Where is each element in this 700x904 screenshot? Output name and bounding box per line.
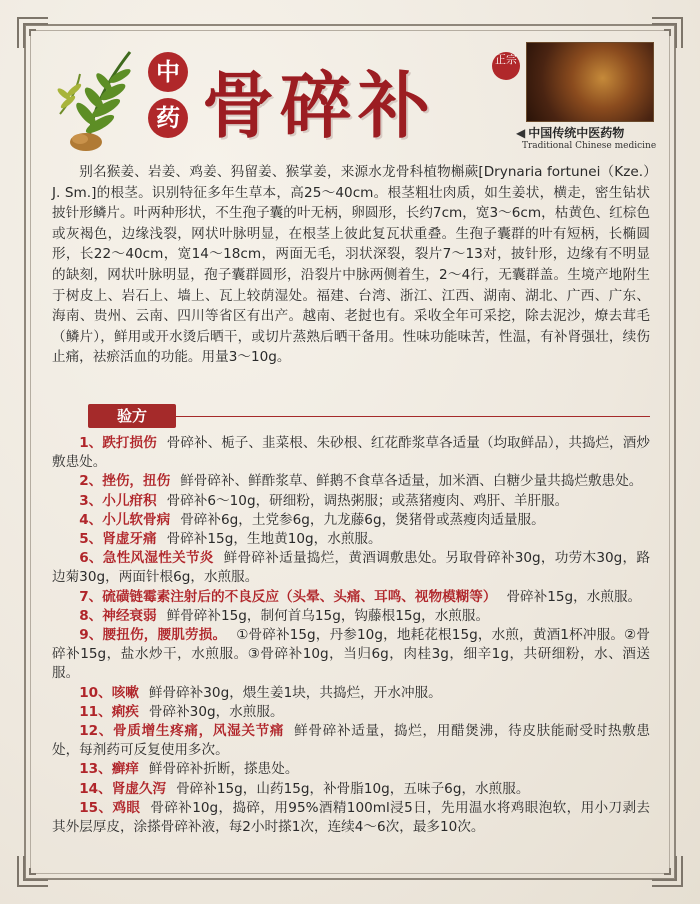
fern-illustration xyxy=(50,44,150,154)
prescription-item: 15、鸡眼 骨碎补10g，捣碎，用95%酒精100ml浸5日，先用温水将鸡眼泡软，用小刀剥去其外层厚皮，涂搽骨碎补液，每2小时搽1次，连续4～6次，最多10次。 xyxy=(52,799,651,836)
prescription-item: 3、小儿疳积 骨碎补6～10g，研细粉，调热粥服；或蒸猪瘦肉、鸡肝、羊肝服。 xyxy=(79,492,569,509)
page-title: 骨碎补 xyxy=(202,63,437,148)
prescription-item: 4、小儿软骨病 骨碎补6g，土党参6g，九龙藤6g，煲猪骨或蒸瘦肉适量服。 xyxy=(79,511,545,528)
prescription-item: 1、跌打损伤 骨碎补、栀子、韭菜根、朱砂根、红花酢浆草各适量（均取鲜品），共捣烂，酒炒敷患处。 xyxy=(52,435,650,471)
prescription-item: 6、急性风湿性关节炎 鲜骨碎补适量捣烂，黄酒调敷患处。另取骨碎补30g，功劳木30g，路边菊30g，两面针根6g，水煎服。 xyxy=(52,550,651,586)
prescription-item: 13、癣痒 鲜骨碎补折断，搽患处。 xyxy=(79,761,299,778)
photo-caption-cn: ◀ 中国传统中医药物 xyxy=(516,124,666,141)
prescription-item: 11、痢疾 骨碎补30g，水煎服。 xyxy=(79,703,284,720)
herb-photo xyxy=(526,42,654,122)
stamp-badge: 正宗 xyxy=(492,52,520,80)
seal-zhong: 中 xyxy=(148,52,188,92)
photo-caption xyxy=(516,124,666,151)
prescription-item: 7、硫磺链霉素注射后的不良反应（头晕、头痛、耳鸣、视物模糊等） 骨碎补15g，水煎服。 xyxy=(79,588,642,605)
prescription-item: 14、肾虚久泻 骨碎补15g，山药15g，补骨脂10g，五味子6g，水煎服。 xyxy=(79,780,530,797)
corner-ornament xyxy=(650,854,684,888)
prescription-item: 2、挫伤，扭伤 鲜骨碎补、鲜酢浆草、鲜鹅不食草各适量，加米酒、白糖少量共捣烂敷患处。 xyxy=(79,473,643,490)
section-heading: 验方 xyxy=(88,404,176,428)
prescription-item: 5、肾虚牙痛 骨碎补15g，生地黄10g，水煎服。 xyxy=(79,531,382,548)
intro-paragraph: 别名猴姜、岩姜、鸡姜、犸留姜、猴掌姜，来源水龙骨科植物槲蕨[Drynaria fortunei（Kze.）J. Sm.]的根茎。识别特征多年生草本，高25～40cm。根茎粗壮肉质，如生姜状，横走，密生钻状披针形鳞片。叶两种形状，不生孢子囊的叶无柄，卵圆形，长约7cm，宽3～6cm，枯黄色、红棕色或灰褐色，边缘浅裂，网状叶脉明显，在根茎上彼此复瓦状重叠。生孢子囊群的叶有短柄，长椭圆形，长22～40cm，宽14～18cm，两面无毛，羽状深裂，裂片7～13对，披针形，边缘有不明显的缺刻，网状叶脉明显，孢子囊群圆形，沿裂片中脉两侧着生，2～4行，无囊群盖。生境产地附生于树皮上、岩石上、墙上、瓦上较荫湿处。福建、台湾、浙江、江西、湖南、湖北、广西、广东、海南、贵州、云南、四川等省区有出产。越南、老挝也有。采收全年可采挖，除去泥沙，燎去茸毛（鳞片），鲜用或开水烫后晒干，或切片蒸熟后晒干备用。性味功能味苦，性温，有补肾强壮，续伤止痛，祛瘀活血的功能。用量3～10g。 xyxy=(52,164,650,366)
header xyxy=(40,34,660,160)
photo-caption-en: Traditional Chinese medicine xyxy=(522,141,657,151)
corner-ornament xyxy=(16,854,50,888)
prescription-item: 10、咳嗽 鲜骨碎补30g，煨生姜1块，共捣烂，开水冲服。 xyxy=(79,684,442,701)
prescription-list xyxy=(52,434,650,837)
section-divider xyxy=(176,416,650,417)
prescription-item: 8、神经衰弱 鲜骨碎补15g，制何首乌15g，钩藤根15g，水煎服。 xyxy=(79,607,490,624)
seal-yao: 药 xyxy=(148,98,188,138)
prescription-item: 9、腰扭伤，腰肌劳损。 ①骨碎补15g，丹参10g，地耗花根15g，水煎，黄酒1杯冲服。②骨碎补15g，盐水炒干，水煎服。③骨碎补10g，当归6g，肉桂3g，细辛1g，共研细粉，水、酒送服。 xyxy=(52,627,650,682)
prescription-item: 12、骨质增生疼痛，风湿关节痛 鲜骨碎补适量，捣烂，用醋煲沸，待皮肤能耐受时热敷患处，每剂药可反复使用多次。 xyxy=(52,723,651,759)
